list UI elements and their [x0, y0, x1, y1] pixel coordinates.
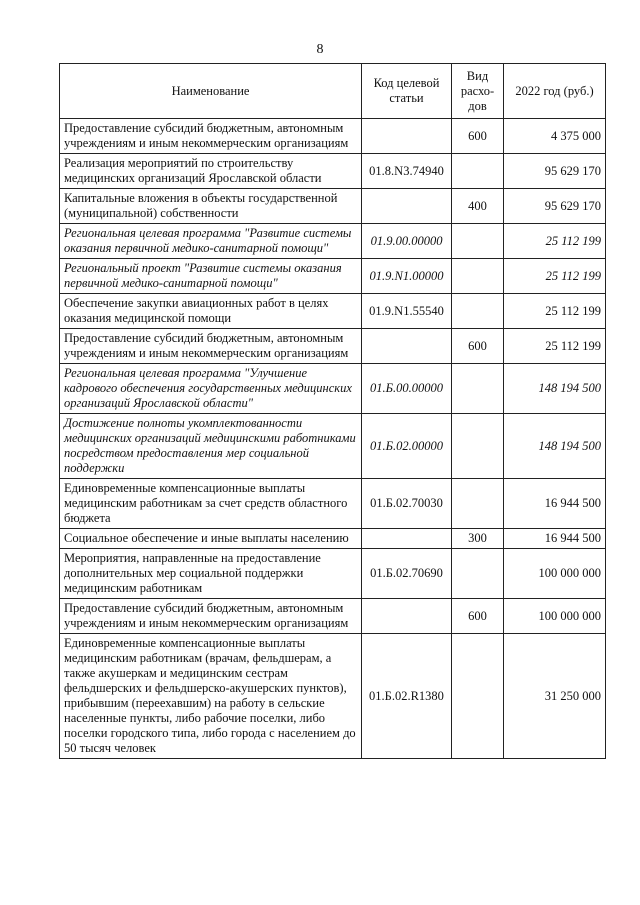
table-row [60, 529, 606, 549]
table-row [60, 259, 606, 294]
table-row [60, 599, 606, 634]
table-row [60, 329, 606, 364]
cell-code [362, 329, 452, 364]
cell-type [452, 294, 504, 329]
cell-code [362, 529, 452, 549]
cell-type: 600 [452, 599, 504, 634]
cell-name: Капитальные вложения в объекты государственной (муниципальной) собственности [60, 189, 362, 224]
cell-type [452, 259, 504, 294]
table-row [60, 294, 606, 329]
table-row [60, 634, 606, 759]
cell-amount: 25 112 199 [504, 329, 606, 364]
table-row [60, 119, 606, 154]
table-row [60, 479, 606, 529]
cell-type [452, 549, 504, 599]
cell-code [362, 599, 452, 634]
cell-type [452, 479, 504, 529]
cell-type [452, 634, 504, 759]
cell-name: Региональная целевая программа "Развитие системы оказания первичной медико-санитарной помощи" [60, 224, 362, 259]
table-header-row [60, 64, 606, 119]
table-row [60, 154, 606, 189]
budget-table [59, 63, 606, 759]
table-row [60, 364, 606, 414]
cell-code: 01.Б.00.00000 [362, 364, 452, 414]
table-row [60, 549, 606, 599]
cell-code: 01.Б.02.70690 [362, 549, 452, 599]
cell-code: 01.9.N1.00000 [362, 259, 452, 294]
cell-type: 600 [452, 119, 504, 154]
cell-code [362, 189, 452, 224]
header-code: Код целевой статьи [362, 64, 452, 119]
cell-amount: 25 112 199 [504, 224, 606, 259]
cell-amount: 31 250 000 [504, 634, 606, 759]
cell-code: 01.9.N1.55540 [362, 294, 452, 329]
cell-code: 01.Б.02.00000 [362, 414, 452, 479]
cell-name: Предоставление субсидий бюджетным, автономным учреждениям и иным некоммерческим организациям [60, 329, 362, 364]
cell-amount: 16 944 500 [504, 529, 606, 549]
cell-name: Единовременные компенсационные выплаты медицинским работникам (врачам, фельдшерам, а также акушеркам и медицинским сестрам фельдшерских и фельдшерско-акушерских пунктов), прибывшим (переехавшим) на работу в сельские населенные пункты, либо рабочие поселки, либо поселки городского типа, либо города с населением до 50 тысяч человек [60, 634, 362, 759]
header-name: Наименование [60, 64, 362, 119]
cell-amount: 95 629 170 [504, 189, 606, 224]
cell-amount: 25 112 199 [504, 294, 606, 329]
cell-type: 400 [452, 189, 504, 224]
page-number: 8 [316, 42, 324, 57]
header-amount: 2022 год (руб.) [504, 64, 606, 119]
cell-name: Реализация мероприятий по строительству медицинских организаций Ярославской области [60, 154, 362, 189]
cell-code [362, 119, 452, 154]
cell-type: 600 [452, 329, 504, 364]
cell-type [452, 154, 504, 189]
cell-name: Региональная целевая программа "Улучшение кадрового обеспечения государственных медицинских организаций Ярославской области" [60, 364, 362, 414]
cell-name: Достижение полноты укомплектованности медицинских организаций медицинскими работниками посредством предоставления мер социальной поддержки [60, 414, 362, 479]
cell-name: Предоставление субсидий бюджетным, автономным учреждениям и иным некоммерческим организациям [60, 599, 362, 634]
cell-name: Предоставление субсидий бюджетным, автономным учреждениям и иным некоммерческим организациям [60, 119, 362, 154]
table-row [60, 224, 606, 259]
cell-type [452, 224, 504, 259]
cell-amount: 100 000 000 [504, 549, 606, 599]
cell-amount: 4 375 000 [504, 119, 606, 154]
cell-amount: 148 194 500 [504, 414, 606, 479]
cell-name: Обеспечение закупки авиационных работ в целях оказания медицинской помощи [60, 294, 362, 329]
cell-type: 300 [452, 529, 504, 549]
cell-code: 01.Б.02.R1380 [362, 634, 452, 759]
cell-amount: 100 000 000 [504, 599, 606, 634]
table-row [60, 414, 606, 479]
cell-name: Единовременные компенсационные выплаты медицинским работникам за счет средств областного бюджета [60, 479, 362, 529]
cell-amount: 25 112 199 [504, 259, 606, 294]
cell-name: Мероприятия, направленные на предоставление дополнительных мер социальной поддержки медицинским работникам [60, 549, 362, 599]
cell-amount: 16 944 500 [504, 479, 606, 529]
cell-name: Региональный проект "Развитие системы оказания первичной медико-санитарной помощи" [60, 259, 362, 294]
cell-amount: 148 194 500 [504, 364, 606, 414]
header-type: Вид расхо-дов [452, 64, 504, 119]
cell-code: 01.Б.02.70030 [362, 479, 452, 529]
cell-amount: 95 629 170 [504, 154, 606, 189]
cell-type [452, 414, 504, 479]
cell-type [452, 364, 504, 414]
cell-code: 01.9.00.00000 [362, 224, 452, 259]
cell-code: 01.8.N3.74940 [362, 154, 452, 189]
cell-name: Социальное обеспечение и иные выплаты населению [60, 529, 362, 549]
table-row [60, 189, 606, 224]
